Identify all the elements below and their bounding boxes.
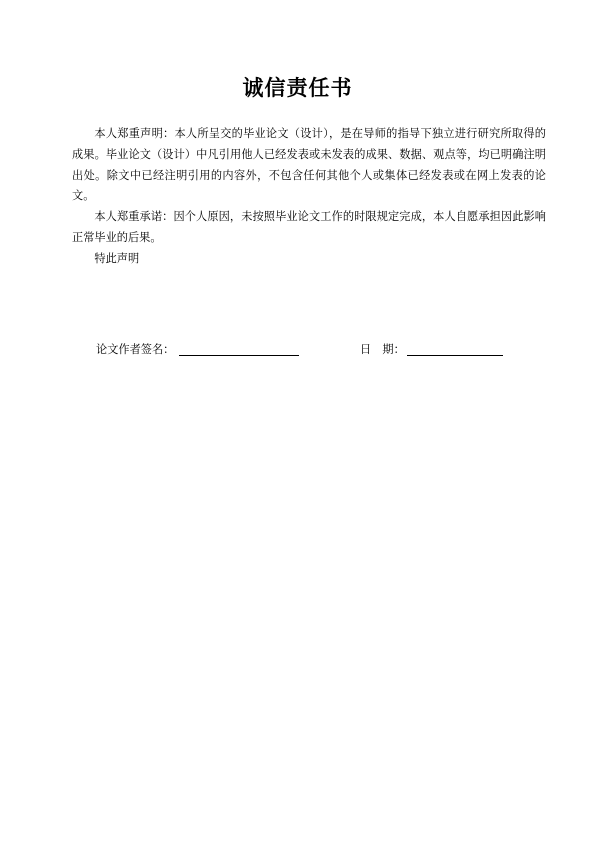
document-title: 诚信责任书 <box>242 76 353 100</box>
document-body <box>72 124 546 270</box>
declaration-paragraph: 本人郑重声明：本人所呈交的毕业论文（设计），是在导师的指导下独立进行研究所取得的成果。毕业论文（设计）中凡引用他人已经发表或未发表的成果、数据、观点等，均已明确注明出处。除文中已经注明引用的内容外，不包含任何其他个人或集体已经发表或在网上发表的论文。 <box>72 127 546 203</box>
closing-statement: 特此声明 <box>94 251 140 265</box>
author-signature-line[interactable] <box>179 355 299 356</box>
signature-row <box>96 340 516 360</box>
author-signature-label: 论文作者签名： <box>96 343 175 356</box>
commitment-paragraph: 本人郑重承诺：因个人原因，未按照毕业论文工作的时限规定完成，本人自愿承担因此影响正常毕业的后果。 <box>72 210 546 244</box>
date-line[interactable] <box>407 355 503 356</box>
date-label: 日 期： <box>360 343 405 356</box>
